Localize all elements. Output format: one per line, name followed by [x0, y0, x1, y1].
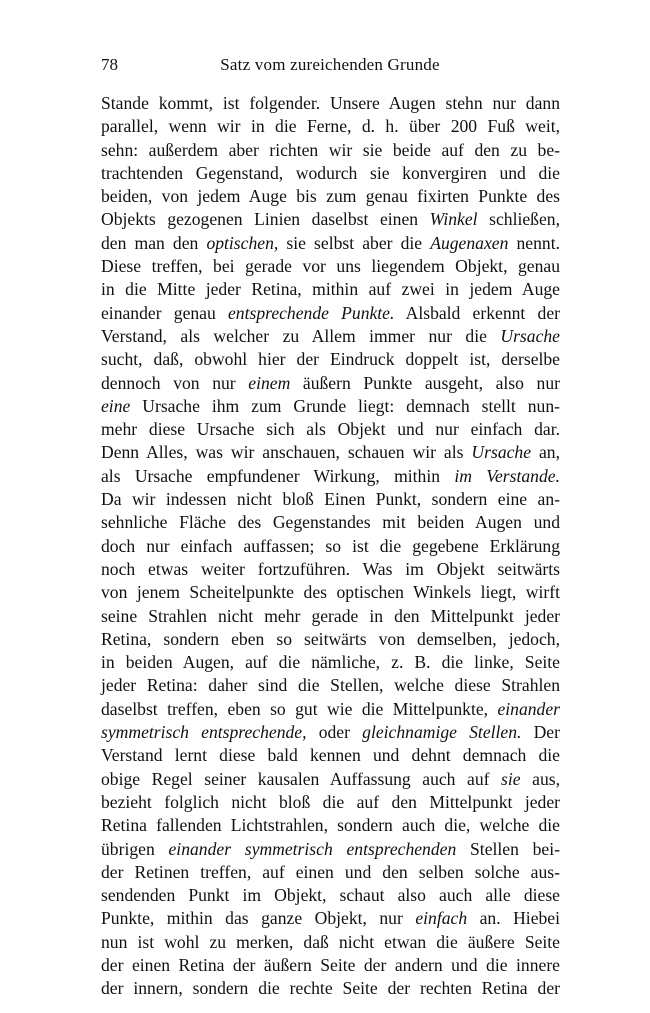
- text-line: Objekts gezogenen Linien daselbst einen Winkel schließen,: [101, 209, 560, 230]
- text-line: trachtenden Gegenstand, wodurch sie konvergiren und die: [101, 162, 560, 183]
- page-header: [101, 55, 559, 81]
- text-line: von jenem Scheitelpunkte des optischen Winkels liegt, wirft: [101, 582, 560, 603]
- text-line: Verstand, als welcher zu Allem immer nur die Ursache: [101, 325, 560, 346]
- text-line: obige Regel seiner kausalen Auffassung auch auf sie aus,: [101, 768, 560, 789]
- text-line: bezieht folglich nicht bloß die auf den Mittelpunkt jeder: [101, 791, 560, 812]
- text-line: Retina fallenden Lichtstrahlen, sondern auch die, welche die: [101, 815, 560, 836]
- text-line: eine Ursache ihm zum Grunde liegt: demnach stellt nun-: [101, 395, 560, 416]
- text-line: Denn Alles, was wir anschauen, schauen wir als Ursache an,: [101, 442, 560, 463]
- text-line: der einen Retina der äußern Seite der andern und die innere: [101, 954, 560, 975]
- text-line: beiden, von jedem Auge bis zum genau fixirten Punkte des: [101, 186, 560, 207]
- text-line: Verstand lernt diese bald kennen und dehnt demnach die: [101, 745, 560, 766]
- text-line: noch etwas weiter fortzuführen. Was im Objekt seitwärts: [101, 558, 560, 579]
- text-line: jeder Retina: daher sind die Stellen, welche diese Strahlen: [101, 675, 560, 696]
- text-line: Da wir indessen nicht bloß Einen Punkt, sondern eine an-: [101, 489, 560, 510]
- text-line: Retina, sondern eben so seitwärts von demselben, jedoch,: [101, 628, 560, 649]
- text-line: mehr diese Ursache sich als Objekt und nur einfach dar.: [101, 419, 560, 440]
- body-text: [101, 92, 560, 1001]
- page-number: 78: [101, 55, 118, 74]
- text-line: doch nur einfach auffassen; so ist die gegebene Erklärung: [101, 535, 560, 556]
- text-line: symmetrisch entsprechende, oder gleichnamige Stellen. Der: [101, 722, 560, 743]
- text-line: den man den optischen, sie selbst aber die Augenaxen nennt.: [101, 232, 560, 253]
- text-line: übrigen einander symmetrisch entsprechenden Stellen bei-: [101, 838, 560, 859]
- text-line: nun ist wohl zu merken, daß nicht etwan die äußere Seite: [101, 931, 560, 952]
- text-line: der innern, sondern die rechte Seite der rechten Retina der: [101, 978, 560, 999]
- text-line: seine Strahlen nicht mehr gerade in den Mittelpunkt jeder: [101, 605, 560, 626]
- running-title: Satz vom zureichenden Grunde: [220, 55, 440, 74]
- text-line: sehn: außerdem aber richten wir sie beide auf den zu be-: [101, 139, 560, 160]
- text-line: Diese treffen, bei gerade vor uns liegendem Objekt, genau: [101, 256, 560, 277]
- text-line: sucht, daß, obwohl hier der Eindruck doppelt ist, derselbe: [101, 349, 560, 370]
- text-line: Stande kommt, ist folgender. Unsere Augen stehn nur dann: [101, 93, 560, 113]
- text-line: dennoch von nur einem äußern Punkte ausgeht, also nur: [101, 372, 560, 393]
- text-line: einander genau entsprechende Punkte. Alsbald erkennt der: [101, 302, 560, 323]
- text-line: daselbst treffen, eben so gut wie die Mittelpunkte, einander: [101, 698, 560, 719]
- text-line: sehnliche Fläche des Gegenstandes mit beiden Augen und: [101, 512, 560, 533]
- text-line: als Ursache empfundener Wirkung, mithin im Verstande.: [101, 465, 560, 486]
- text-line: in die Mitte jeder Retina, mithin auf zwei in jedem Auge: [101, 279, 560, 300]
- text-line: sendenden Punkt im Objekt, schaut also auch alle diese: [101, 885, 560, 906]
- text-line: der Retinen treffen, auf einen und den selben solche aus-: [101, 861, 560, 882]
- text-line: Punkte, mithin das ganze Objekt, nur einfach an. Hiebei: [101, 908, 560, 929]
- text-line: in beiden Augen, auf die nämliche, z. B. die linke, Seite: [101, 652, 560, 673]
- text-line: parallel, wenn wir in die Ferne, d. h. über 200 Fuß weit,: [101, 116, 560, 137]
